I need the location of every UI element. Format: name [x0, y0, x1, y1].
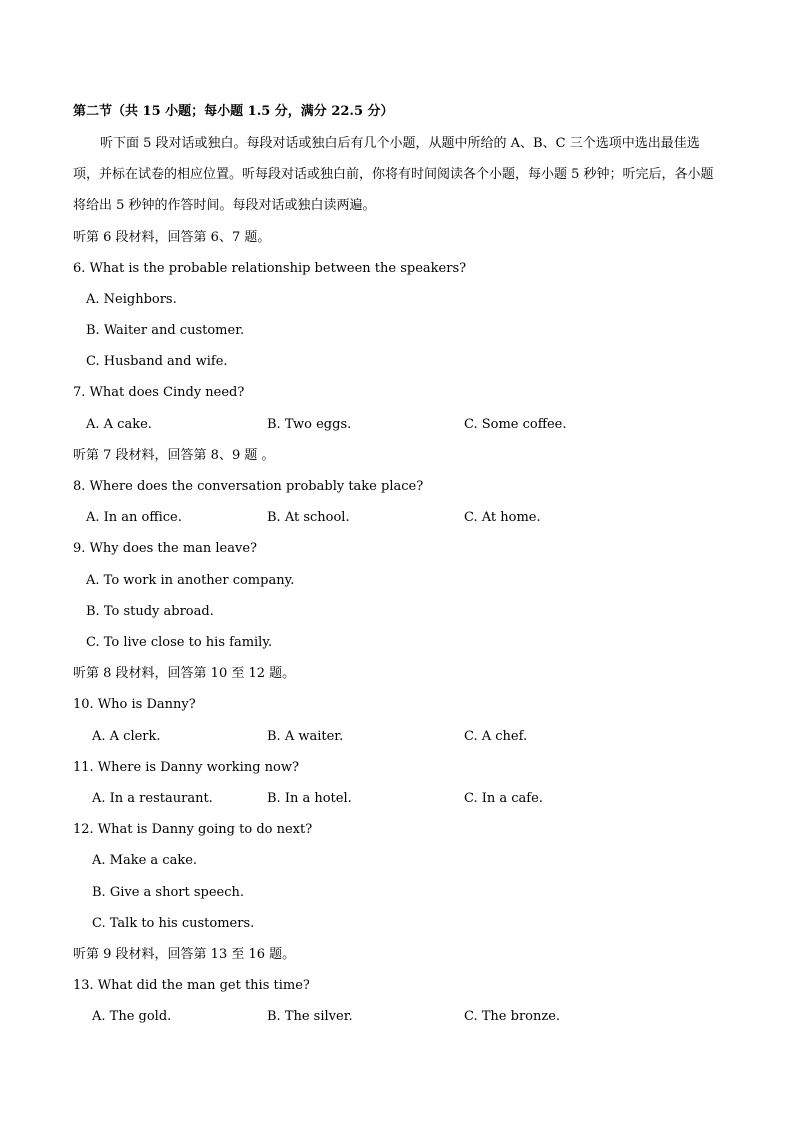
- option-a: A. A cake.: [86, 417, 152, 432]
- question-9: 9. Why does the man leave?: [73, 541, 258, 556]
- section-heading: 第二节（共 15 小题；每小题 1.5 分，满分 22.5 分）: [73, 104, 394, 119]
- option-b: B. The silver.: [267, 1009, 353, 1024]
- option-c: C. The bronze.: [464, 1009, 561, 1024]
- option-b: B. To study abroad.: [86, 604, 214, 619]
- group-intro: 听第 6 段材料，回答第 6、7 题。: [73, 230, 271, 245]
- question-6: 6. What is the probable relationship between the speakers?: [73, 261, 467, 276]
- option-b: B. A waiter.: [267, 729, 344, 744]
- question-11: 11. Where is Danny working now?: [73, 760, 299, 775]
- option-b: B. In a hotel.: [267, 791, 352, 806]
- option-b: B. Two eggs.: [267, 417, 352, 432]
- option-c: C. Talk to his customers.: [92, 916, 255, 931]
- question-13: 13. What did the man get this time?: [73, 978, 310, 993]
- option-c: C. Some coffee.: [464, 417, 567, 432]
- option-a: A. In an office.: [86, 510, 182, 525]
- question-8: 8. Where does the conversation probably take place?: [73, 479, 424, 494]
- group-intro: 听第 7 段材料，回答第 8、9 题 。: [73, 448, 275, 463]
- option-c: C. In a cafe.: [464, 791, 543, 806]
- question-7: 7. What does Cindy need?: [73, 385, 245, 400]
- question-12: 12. What is Danny going to do next?: [73, 822, 313, 837]
- option-a: A. The gold.: [92, 1009, 172, 1024]
- group-intro: 听第 9 段材料，回答第 13 至 16 题。: [73, 947, 296, 962]
- option-c: C. To live close to his family.: [86, 635, 273, 650]
- option-b: B. Give a short speech.: [92, 885, 245, 900]
- group-intro: 听第 8 段材料，回答第 10 至 12 题。: [73, 666, 296, 681]
- option-b: B. At school.: [267, 510, 350, 525]
- option-a: A. To work in another company.: [86, 573, 295, 588]
- option-c: C. Husband and wife.: [86, 354, 228, 369]
- option-b: B. Waiter and customer.: [86, 323, 245, 338]
- option-a: A. Neighbors.: [86, 292, 177, 307]
- option-c: C. A chef.: [464, 729, 528, 744]
- option-c: C. At home.: [464, 510, 541, 525]
- option-a: A. In a restaurant.: [92, 791, 213, 806]
- option-a: A. A clerk.: [92, 729, 161, 744]
- section-instructions: 听下面 5 段对话或独白。每段对话或独白后有几个小题，从题中所给的 A、B、C 三个选项中选出最佳选项，并标在试卷的相应位置。听每段对话或独白前，你将有时间阅读各个小题，每小题 5 秒钟；听完后，各小题将给出 5 秒钟的作答时间。每段对话或独白读两遍。: [73, 136, 714, 213]
- option-a: A. Make a cake.: [92, 853, 198, 868]
- question-10: 10. Who is Danny?: [73, 697, 196, 712]
